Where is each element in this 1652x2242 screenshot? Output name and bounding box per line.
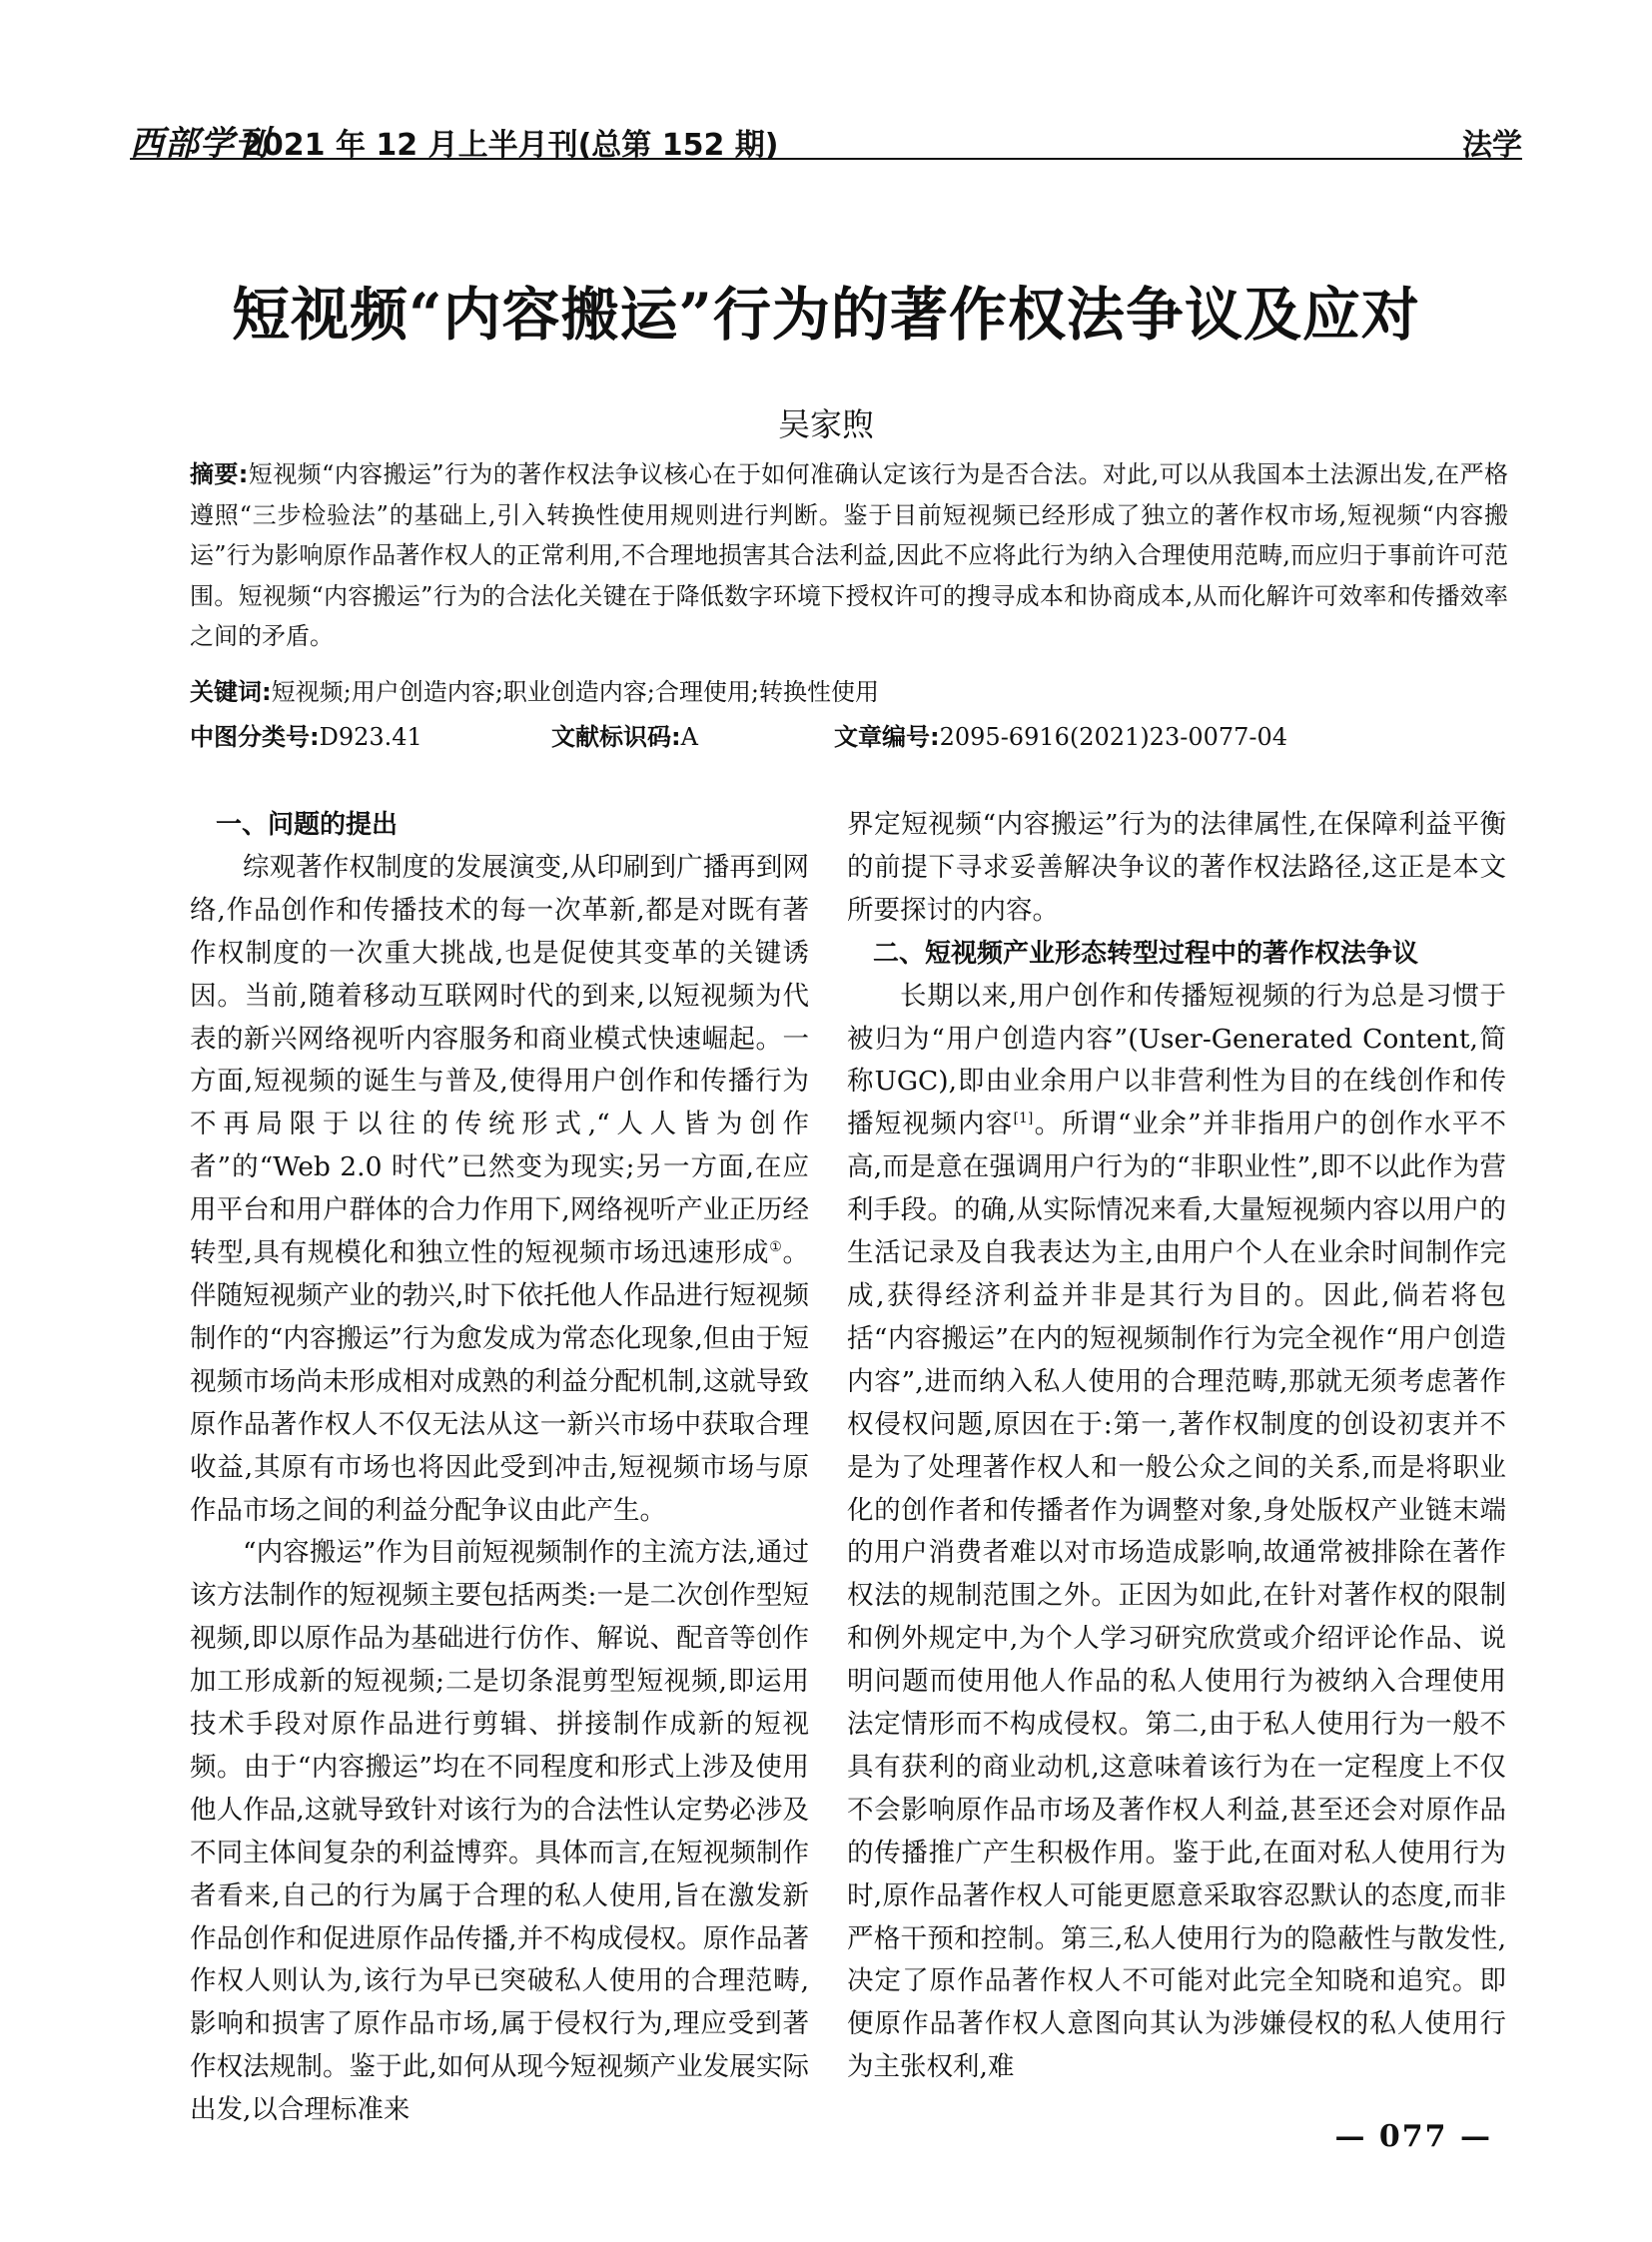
- journal-logo: 西部学刊: [130, 124, 270, 164]
- keywords-text: 短视频;用户创造内容;职业创造内容;合理使用;转换性使用: [271, 678, 879, 706]
- clc-value: D923.41: [319, 723, 422, 751]
- citation-ref-1: [1]: [1013, 1111, 1034, 1127]
- paragraph-3: 界定短视频“内容搬运”行为的法律属性,在保障利益平衡的前提下寻求妥善解决争议的著作权法路径,这正是本文所要探讨的内容。: [847, 809, 1506, 926]
- article-label: 文章编号:: [834, 723, 940, 751]
- abstract-text: 短视频“内容搬运”行为的著作权法争议核心在于如何准确认定该行为是否合法。对此,可以从我国本土法源出发,在严格遵照“三步检验法”的基础上,引入转换性使用规则进行判断。鉴于目前短视频已经形成了独立的著作权市场,短视频“内容搬运”行为影响原作品著作权人的正常利用,不合理地损害其合法利益,因此不应将此行为纳入合理使用范畴,而应归于事前许可范围。短视频“内容搬运”行为的合法化关键在于降低数字环境下授权许可的搜寻成本和协商成本,从而化解许可效率和传播效率之间的矛盾。: [190, 460, 1508, 650]
- paragraph-1: [190, 847, 809, 1533]
- keywords: [190, 672, 1508, 712]
- document-code: [551, 717, 698, 757]
- right-column: [847, 804, 1506, 2089]
- paragraph-4: [847, 976, 1506, 2090]
- paragraph-4-text-a: 长期以来,用户创作和传播短视频的行为总是习惯于被归为“用户创造内容”(User-Generated Content,简称UGC),即由业余用户以非营利性为目的在线创作和传播短视频内容: [847, 980, 1506, 1140]
- section-label: 法学: [1462, 128, 1522, 163]
- article-value: 2095-6916(2021)23-0077-04: [939, 723, 1288, 751]
- page-number: — 077 —: [1334, 2119, 1492, 2154]
- running-header: [130, 108, 1522, 164]
- paragraph-2: “内容搬运”作为目前短视频制作的主流方法,通过该方法制作的短视频主要包括两类:一是二次创作型短视频,即以原作品为基础进行仿作、解说、配音等创作加工形成新的短视频;二是切条混剪型短视频,即运用技术手段对原作品进行剪辑、拼接制作成新的短视频。由于“内容搬运”均在不同程度和形式上涉及使用他人作品,这就导致针对该行为的合法性认定势必涉及不同主体间复杂的利益博弈。具体而言,在短视频制作者看来,自己的行为属于合理的私人使用,旨在激发新作品创作和促进原作品传播,并不构成侵权。原作品著作权人则认为,该行为早已突破私人使用的合理范畴,影响和损害了原作品市场,属于侵权行为,理应受到著作权法规制。鉴于此,如何从现今短视频产业发展实际出发,以合理标准来: [190, 1537, 809, 2126]
- left-column: [190, 804, 809, 2132]
- classification-row: [190, 717, 1508, 757]
- footnote-ref-1: ①: [769, 1239, 783, 1256]
- section-heading-2: 二、短视频产业形态转型过程中的著作权法争议: [873, 938, 1419, 969]
- doc-value: A: [680, 723, 698, 751]
- clc-number: [190, 717, 422, 757]
- abstract-label: 摘要:: [190, 460, 249, 488]
- author-name: 吴家煦: [777, 405, 874, 443]
- clc-label: 中图分类号:: [190, 723, 320, 751]
- keywords-label: 关键词:: [190, 678, 272, 706]
- issue-info: 2021 年 12 月上半月刊(总第 152 期): [242, 128, 779, 163]
- doc-label: 文献标识码:: [551, 723, 681, 751]
- paragraph-1-text-b: 。伴随短视频产业的勃兴,时下依托他人作品进行短视频制作的“内容搬运”行为愈发成为常态化现象,但由于短视频市场尚未形成相对成熟的利益分配机制,这就导致原作品著作权人不仅无法从这一新兴市场中获取合理收益,其原有市场也将因此受到冲击,短视频市场与原作品市场之间的利益分配争议由此产生。: [190, 1237, 809, 1526]
- section-heading-1: 一、问题的提出: [216, 810, 399, 840]
- abstract: [190, 454, 1508, 657]
- article-title: 短视频“内容搬运”行为的著作权法争议及应对: [232, 281, 1420, 349]
- paragraph-1-text-a: 综观著作权制度的发展演变,从印刷到广播再到网络,作品创作和传播技术的每一次革新,都是对既有著作权制度的一次重大挑战,也是促使其变革的关键诱因。当前,随着移动互联网时代的到来,以短视频为代表的新兴网络视听内容服务和商业模式快速崛起。一方面,短视频的诞生与普及,使得用户创作和传播行为不再局限于以往的传统形式,“人人皆为创作者”的“Web 2.0 时代”已然变为现实;另一方面,在应用平台和用户群体的合力作用下,网络视听产业正历经转型,具有规模化和独立性的短视频市场迅速形成: [190, 851, 809, 1269]
- article-number: [834, 717, 1287, 757]
- paragraph-4-text-b: 。所谓“业余”并非指用户的创作水平不高,而是意在强调用户行为的“非职业性”,即不以此作为营利手段。的确,从实际情况来看,大量短视频内容以用户的生活记录及自我表达为主,由用户个人在业余时间制作完成,获得经济利益并非是其行为目的。因此,倘若将包括“内容搬运”在内的短视频制作行为完全视作“用户创造内容”,进而纳入私人使用的合理范畴,那就无须考虑著作权侵权问题,原因在于:第一,著作权制度的创设初衷并不是为了处理著作权人和一般公众之间的关系,而是将职业化的创作者和传播者作为调整对象,身处版权产业链末端的用户消费者难以对市场造成影响,故通常被排除在著作权法的规制范围之外。正因为如此,在针对著作权的限制和例外规定中,为个人学习研究欣赏或介绍评论作品、说明问题而使用他人作品的私人使用行为被纳入合理使用法定情形而不构成侵权。第二,由于私人使用行为一般不具有获利的商业动机,这意味着该行为在一定程度上不仅不会影响原作品市场及著作权人利益,甚至还会对原作品的传播推广产生积极作用。鉴于此,在面对私人使用行为时,原作品著作权人可能更愿意采取容忍默认的态度,而非严格干预和控制。第三,私人使用行为的隐蔽性与散发性,决定了原作品著作权人不可能对此完全知晓和追究。即便原作品著作权人意图向其认为涉嫌侵权的私人使用行为主张权利,难: [847, 1109, 1506, 2083]
